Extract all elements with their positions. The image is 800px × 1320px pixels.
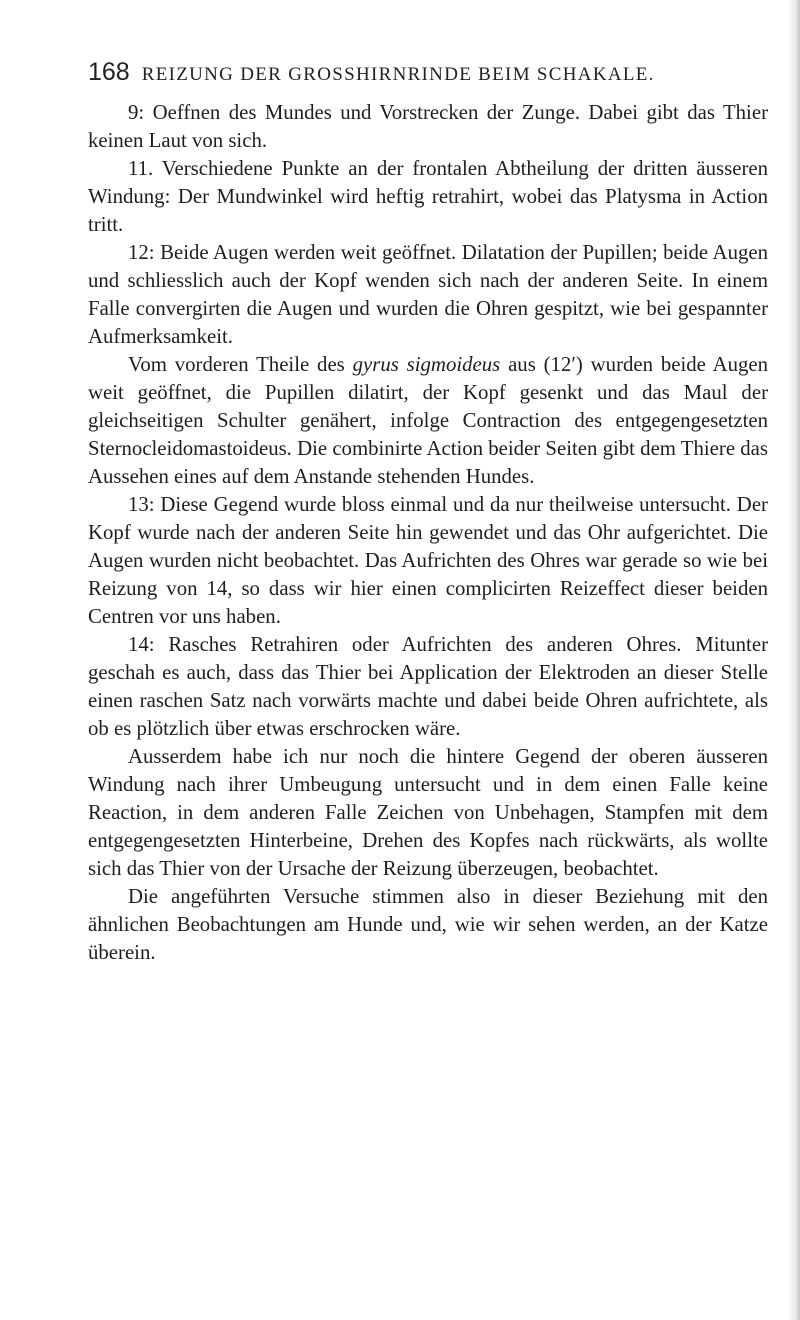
paragraph-conclusion: Die angeführten Versuche stimmen also in dieser Beziehung mit den ähnlichen Beobachtungen am Hunde und, wie wir sehen werden, an der Katze überein. [88, 885, 768, 964]
paragraph-11: 11. Verschiedene Punkte an der frontalen Abtheilung der dritten äusseren Windung: Der Mundwinkel wird heftig retrahirt, wobei das Platysma in Action tritt. [88, 157, 768, 236]
paragraph-12-prime [88, 351, 768, 491]
page-edge-shadow [788, 0, 800, 1320]
paragraph-14: 14: Rasches Retrahiren oder Aufrichten des anderen Ohres. Mitunter geschah es auch, dass das Thier bei Application der Elektroden an dieser Stelle einen raschen Satz nach vorwärts machte und dabei beide Ohren aufrichtete, als ob es plötzlich über etwas erschrocken wäre. [88, 633, 768, 740]
paragraph-12: 12: Beide Augen werden weit geöffnet. Dilatation der Pupillen; beide Augen und schliesslich auch der Kopf wenden sich nach der anderen Seite. In einem Falle convergirten die Augen und wurden die Ohren gespitzt, wie bei gespannter Aufmerksamkeit. [88, 241, 768, 348]
paragraph-12-prime-start: Vom vorderen Theile des [128, 353, 353, 376]
paragraph-12-prime-rest: aus (12′) wurden beide Augen weit geöffnet, die Pupillen dilatirt, der Kopf gesenkt und das Maul der gleichseitigen Schulter genähert, infolge Contraction des entgegengesetzten Sternocleidomastoideus. Die combinirte Action beider Seiten gibt dem Thiere das Aussehen eines auf dem Anstande stehenden Hundes. [88, 353, 769, 488]
page-header [88, 58, 768, 92]
body-text [88, 99, 768, 967]
page-number: 168 [88, 58, 130, 86]
paragraph-13: 13: Diese Gegend wurde bloss einmal und da nur theilweise untersucht. Der Kopf wurde nach der anderen Seite hin gewendet und das Ohr aufgerichtet. Die Augen wurden nicht beobachtet. Das Aufrichten des Ohres war gerade so wie bei Reizung von 14, so dass wir hier einen complicirten Reizeffect dieser beiden Centren vor uns haben. [88, 493, 768, 628]
running-title: REIZUNG DER GROSSHIRNRINDE BEIM SCHAKALE. [141, 64, 655, 85]
gyrus-sigmoideus-term: gyrus sigmoideus [352, 353, 501, 376]
paragraph-9: 9: Oeffnen des Mundes und Vorstrecken der Zunge. Dabei gibt das Thier keinen Laut von sich. [88, 101, 768, 152]
paragraph-ausserdem: Ausserdem habe ich nur noch die hintere Gegend der oberen äusseren Windung nach ihrer Umbeugung untersucht und in dem einen Falle keine Reaction, in dem anderen Falle Zeichen von Unbehagen, Stampfen mit dem entgegengesetzten Hinterbeine, Drehen des Kopfes nach rückwärts, als wollte sich das Thier von der Ursache der Reizung überzeugen, beobachtet. [88, 745, 768, 880]
